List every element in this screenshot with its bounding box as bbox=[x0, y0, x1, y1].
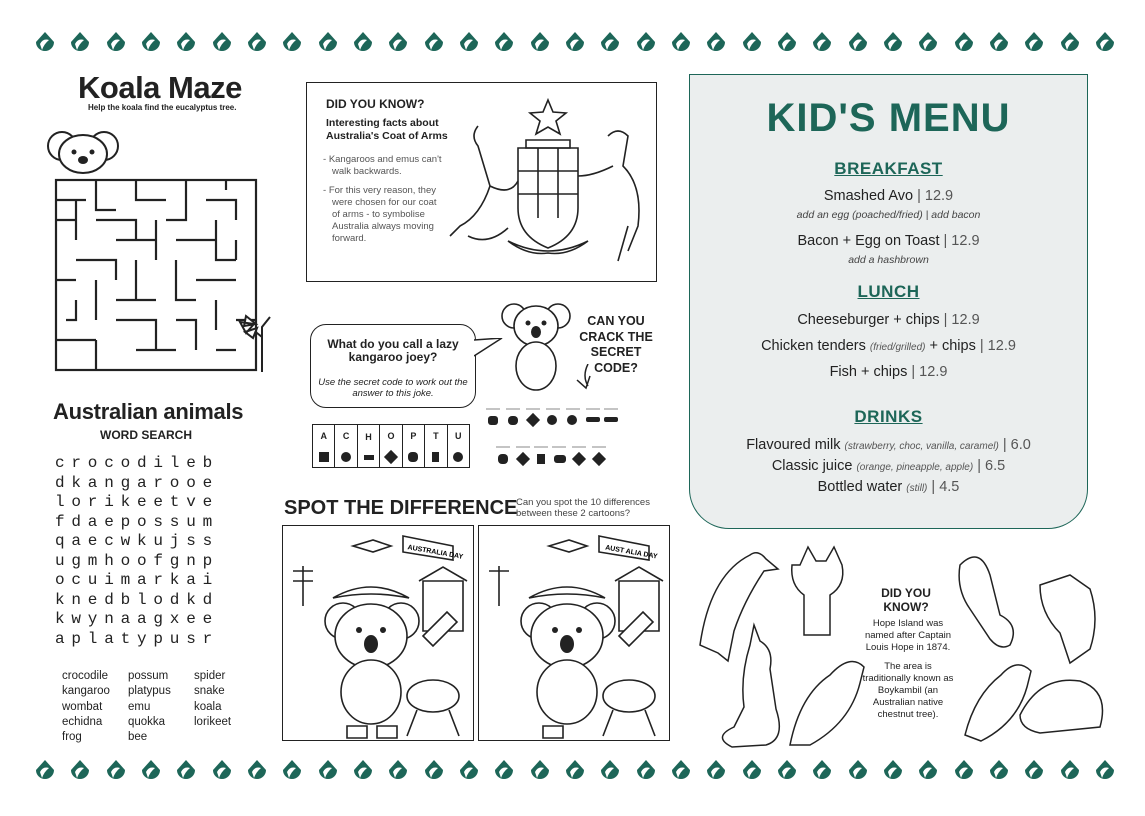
word-list-item: emu bbox=[128, 700, 151, 713]
menu-title: KID'S MENU bbox=[766, 96, 1011, 140]
grid-row: fdaepossum bbox=[55, 512, 220, 531]
word-list-item: crocodile bbox=[62, 670, 109, 682]
joke-question: What do you call a lazy kangaroo joey? bbox=[327, 337, 459, 364]
kookaburra-icon bbox=[1040, 575, 1095, 663]
koala-maze bbox=[40, 122, 290, 378]
grid-row: aplatypusr bbox=[55, 629, 220, 648]
word-list-item: wombat bbox=[62, 700, 103, 713]
code-cell: T bbox=[425, 425, 447, 467]
drop-icon bbox=[138, 758, 164, 784]
secret-code-table bbox=[312, 424, 470, 468]
drop-icon bbox=[527, 30, 553, 56]
cockatoo-2-icon bbox=[965, 665, 1031, 741]
sunglasses-symbol-icon bbox=[364, 455, 374, 460]
hope-island-fact-title: DID YOU KNOW? bbox=[881, 586, 931, 614]
drop-icon bbox=[1057, 30, 1083, 56]
code-cell: O bbox=[380, 425, 402, 467]
menu-item-note: add an egg (poached/fried) | add bacon bbox=[796, 209, 981, 221]
drop-icon bbox=[67, 30, 93, 56]
arrow-icon bbox=[574, 364, 594, 392]
word-list-item: lorikeet bbox=[194, 715, 232, 728]
hope-island-fact-text bbox=[862, 618, 954, 728]
drop-icon bbox=[986, 758, 1012, 784]
menu-item-bottled-water: Bottled water (still) | 4.5 bbox=[817, 479, 960, 495]
koala-bbq-illustration bbox=[283, 526, 472, 739]
drop-icon bbox=[633, 30, 659, 56]
drop-icon bbox=[1021, 758, 1047, 784]
drop-icon bbox=[774, 30, 800, 56]
grid-row: lorikeetve bbox=[55, 493, 220, 511]
drop-icon bbox=[845, 758, 871, 784]
drop-icon bbox=[491, 758, 517, 784]
fact-item: - Kangaroos and emus can't walk backwards. bbox=[323, 154, 442, 177]
drop-icon bbox=[739, 30, 765, 56]
grid-row: knedblodkd bbox=[55, 590, 220, 609]
code-cell: H bbox=[358, 425, 380, 467]
word-list-item: snake bbox=[194, 685, 225, 698]
grid-row: ocuimarkai bbox=[55, 571, 220, 589]
drop-icon bbox=[597, 30, 623, 56]
drop-icon bbox=[103, 758, 129, 784]
grid-row: kwynaagxee bbox=[55, 610, 220, 628]
grid-row: crocodileb bbox=[55, 454, 220, 472]
spider-symbol-icon bbox=[341, 452, 351, 462]
koala-head-icon bbox=[48, 132, 118, 173]
spot-difference-title: SPOT THE DIFFERENCE bbox=[284, 497, 518, 519]
cockatoo-icon bbox=[790, 662, 864, 745]
star-symbol-icon bbox=[384, 449, 398, 463]
lunch-heading: LUNCH bbox=[857, 282, 920, 301]
koala-bbq-illustration bbox=[479, 526, 668, 739]
grid-row: dkangarooe bbox=[55, 473, 220, 492]
drop-icon bbox=[279, 758, 305, 784]
drop-icon bbox=[421, 758, 447, 784]
koala-sitting-icon bbox=[500, 298, 572, 394]
bottle-symbol-icon bbox=[432, 452, 439, 462]
drop-icon bbox=[1057, 758, 1083, 784]
fact-box-subtitle: Interesting facts about Australia's Coat of Arms bbox=[326, 117, 448, 142]
menu-item-chicken-tenders: Chicken tenders (fried/grilled) + chips | 12.9 bbox=[761, 338, 1016, 354]
code-cell: A bbox=[313, 425, 335, 467]
grid-row: ugmhoofgnp bbox=[55, 551, 220, 570]
drop-icon bbox=[562, 30, 588, 56]
drinks-heading: DRINKS bbox=[854, 407, 923, 426]
word-list-item: spider bbox=[194, 670, 226, 682]
secret-code-puzzle bbox=[484, 404, 622, 474]
drop-icon bbox=[209, 758, 235, 784]
menu-item-classic-juice: Classic juice (orange, pineapple, apple) | 6.5 bbox=[771, 458, 1006, 474]
word-list-column-1 bbox=[62, 669, 110, 745]
drop-icon bbox=[1092, 758, 1118, 784]
drop-icon bbox=[244, 30, 270, 56]
word-list-item: quokka bbox=[128, 715, 166, 728]
fact-item: - For this very reason, they were chosen for our coat of arms - to symbolise Australia always moving forward. bbox=[323, 185, 437, 244]
bottom-decorative-border bbox=[32, 758, 1118, 786]
drop-icon bbox=[597, 758, 623, 784]
code-cell: P bbox=[403, 425, 425, 467]
drop-icon bbox=[951, 30, 977, 56]
fact-paragraph: The area is traditionally known as Boykambil (an Australian native chestnut tree). bbox=[862, 661, 954, 720]
drop-icon bbox=[668, 758, 694, 784]
drop-icon bbox=[32, 30, 58, 56]
drop-icon bbox=[385, 30, 411, 56]
drop-icon bbox=[668, 30, 694, 56]
drop-icon bbox=[915, 758, 941, 784]
spot-difference-subtitle: Can you spot the 10 differences between these 2 cartoons? bbox=[516, 497, 650, 519]
drop-icon bbox=[809, 758, 835, 784]
drop-icon bbox=[880, 30, 906, 56]
fact-paragraph: Hope Island was named after Captain Louis Hope in 1874. bbox=[864, 618, 952, 653]
drop-icon bbox=[562, 758, 588, 784]
word-list-item: bee bbox=[128, 731, 148, 744]
drop-icon bbox=[315, 758, 341, 784]
drop-icon bbox=[845, 30, 871, 56]
drop-icon bbox=[244, 758, 270, 784]
drop-icon bbox=[633, 758, 659, 784]
drop-icon bbox=[951, 758, 977, 784]
drop-icon bbox=[138, 30, 164, 56]
maze-subtitle: Help the koala find the eucalyptus tree. bbox=[88, 103, 237, 112]
maze-title: Koala Maze bbox=[78, 70, 242, 105]
cartoon-left bbox=[282, 525, 474, 741]
joke-hint: Use the secret code to work out the answer to this joke. bbox=[318, 377, 468, 399]
lizard-icon bbox=[959, 557, 1013, 647]
drop-icon bbox=[1021, 30, 1047, 56]
dolphin-icon bbox=[700, 553, 778, 661]
drop-icon bbox=[103, 30, 129, 56]
menu-item-bacon-egg: Bacon + Egg on Toast | 12.9 bbox=[797, 233, 980, 249]
drop-icon bbox=[456, 30, 482, 56]
cartoon-flag-text: AUST ALIA DAY bbox=[604, 544, 658, 561]
word-list-item: frog bbox=[62, 731, 82, 744]
word-search-title: Australian animals bbox=[53, 399, 244, 424]
word-search-grid bbox=[55, 454, 219, 649]
echidna-icon bbox=[1020, 680, 1103, 733]
drop-icon bbox=[32, 758, 58, 784]
drop-icon bbox=[1092, 30, 1118, 56]
drop-icon bbox=[421, 30, 447, 56]
menu-item-fish-chips: Fish + chips | 12.9 bbox=[829, 364, 948, 380]
cartoon-right bbox=[478, 525, 670, 741]
kangaroo-symbol-icon bbox=[319, 452, 329, 462]
word-list-item: kangaroo bbox=[62, 685, 110, 698]
word-search-subtitle: WORD SEARCH bbox=[100, 428, 192, 442]
coat-of-arms-illustration bbox=[448, 96, 648, 272]
drop-icon bbox=[527, 758, 553, 784]
drop-icon bbox=[915, 30, 941, 56]
drop-icon bbox=[491, 30, 517, 56]
drop-icon bbox=[209, 30, 235, 56]
menu-item-flavoured-milk: Flavoured milk (strawberry, choc, vanilla, caramel) | 6.0 bbox=[746, 437, 1031, 453]
drop-icon bbox=[880, 758, 906, 784]
drop-icon bbox=[385, 758, 411, 784]
drop-icon bbox=[350, 30, 376, 56]
drop-icon bbox=[67, 758, 93, 784]
drop-icon bbox=[279, 30, 305, 56]
fact-list bbox=[322, 154, 447, 252]
menu-item-smashed-avo: Smashed Avo | 12.9 bbox=[823, 188, 954, 204]
drop-icon bbox=[809, 30, 835, 56]
drop-icon bbox=[350, 758, 376, 784]
word-list-column-2 bbox=[128, 669, 171, 745]
grid-row: qaecwkujss bbox=[55, 532, 220, 550]
word-list-item: echidna bbox=[62, 715, 103, 728]
sun-symbol-icon bbox=[453, 452, 463, 462]
fact-box-title: DID YOU KNOW? bbox=[326, 97, 425, 111]
menu-item-note: add a hashbrown bbox=[848, 254, 929, 266]
drop-icon bbox=[173, 758, 199, 784]
drop-icon bbox=[739, 758, 765, 784]
cartoon-flag-text: AUSTRALIA DAY bbox=[406, 544, 464, 561]
word-list-column-3 bbox=[194, 669, 231, 730]
drop-icon bbox=[173, 30, 199, 56]
drop-icon bbox=[456, 758, 482, 784]
drop-icon bbox=[774, 758, 800, 784]
breakfast-heading: BREAKFAST bbox=[834, 159, 943, 178]
drop-icon bbox=[703, 30, 729, 56]
code-cell: C bbox=[335, 425, 357, 467]
code-cell: U bbox=[448, 425, 469, 467]
drop-icon bbox=[986, 30, 1012, 56]
word-list-item: koala bbox=[194, 700, 222, 713]
top-decorative-border bbox=[32, 30, 1118, 58]
menu-item-cheeseburger: Cheeseburger + chips | 12.9 bbox=[797, 312, 980, 328]
word-list-item: platypus bbox=[128, 685, 171, 698]
word-list-item: possum bbox=[128, 670, 169, 682]
drop-icon bbox=[703, 758, 729, 784]
dingo-icon bbox=[792, 547, 843, 635]
crack-the-code-prompt: CAN YOU CRACK THE SECRET CODE? bbox=[579, 314, 653, 375]
koala-symbol-icon bbox=[408, 452, 418, 462]
drop-icon bbox=[315, 30, 341, 56]
